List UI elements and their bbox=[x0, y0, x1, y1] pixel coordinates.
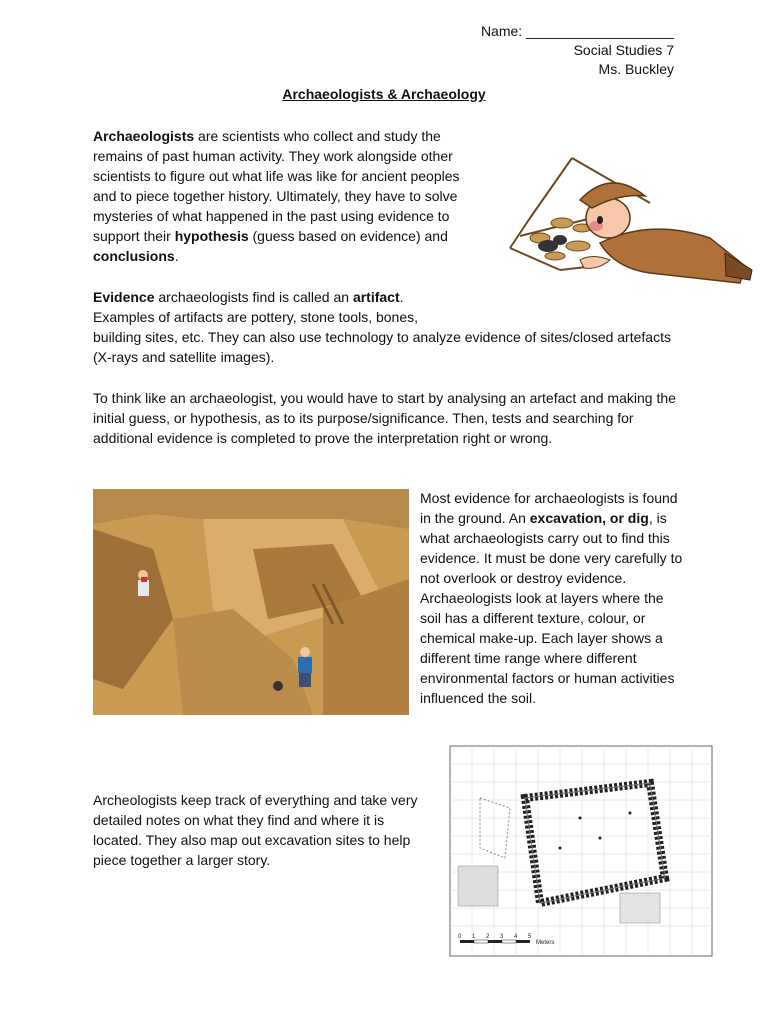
scale-tick-label: 4 bbox=[514, 934, 518, 940]
scale-tick-label: 1 bbox=[472, 934, 476, 940]
term-artifact: artifact bbox=[352, 289, 400, 305]
p2-text-2: . bbox=[399, 289, 404, 305]
p4-text-1: Most evidence for archaeologists is found in the ground. An bbox=[420, 490, 678, 526]
paragraph-think-like: To think like an archaeologist, you would have to start by analysing an artefact and making the initial guess, or hypothesis, as to its purpose/significance. Then, tests and searching for additional evidence is completed to prove the interpretation right or wrong. bbox=[93, 390, 676, 446]
teacher-label: Ms. Buckley bbox=[598, 61, 674, 77]
page-title: Archaeologists & Archaeology bbox=[282, 86, 486, 102]
term-evidence: Evidence bbox=[93, 289, 155, 305]
p1-text-1: are scientists who collect and study the remains of past human activity. They work alongside other scientists to figure out what life was like for ancient peoples and to piece together history. Ultimately, they have to solve mysteries of what happened in the past using evidence to support their bbox=[93, 128, 460, 244]
term-hypothesis: hypothesis bbox=[174, 228, 249, 244]
scale-tick-label: 3 bbox=[500, 934, 504, 940]
scale-tick-label: 5 bbox=[528, 934, 532, 940]
archaeologist-cartoon bbox=[500, 148, 758, 296]
p2-text-1: archaeologists find is called an bbox=[154, 289, 353, 305]
excavation-photo bbox=[93, 489, 409, 715]
scale-tick-label: 2 bbox=[486, 934, 490, 940]
paragraph-evidence bbox=[93, 287, 693, 367]
name-field: Name: ___________________ bbox=[480, 23, 674, 39]
paragraph-notes: Archeologists keep track of everything and take very detailed notes on what they find and where it is located. They also map out excavation sites to help piece together a larger story. bbox=[93, 792, 418, 868]
course-label: Social Studies 7 bbox=[573, 42, 674, 58]
p4-text-2: , is what archaeologists carry out to find this evidence. It must be done very carefully to not overlook or destroy evidence. Archaeologists look at layers where the soil has a different texture, colour, or chemical make-up. Each layer shows a different time range where different environmental factors or human activities influenced the soil. bbox=[420, 510, 683, 706]
paragraph-archaeologists bbox=[93, 126, 485, 266]
p1-text-3: . bbox=[174, 248, 179, 264]
term-excavation: excavation, or dig bbox=[529, 510, 649, 526]
scale-unit-label: Meters bbox=[536, 940, 555, 946]
p2-text-4: building sites, etc. They can also use technology to analyze evidence of sites/closed artefacts (X-rays and satellite images). bbox=[93, 329, 671, 365]
term-conclusions: conclusions bbox=[93, 248, 175, 264]
scale-tick-label: 0 bbox=[458, 934, 462, 940]
site-map bbox=[440, 738, 720, 963]
p1-text-2: (guess based on evidence) and bbox=[248, 228, 448, 244]
term-archaeologists: Archaeologists bbox=[93, 128, 195, 144]
p2-text-3: Examples of artifacts are pottery, stone tools, bones, bbox=[93, 309, 419, 325]
paragraph-excavation bbox=[420, 488, 685, 708]
header-block bbox=[481, 22, 674, 79]
